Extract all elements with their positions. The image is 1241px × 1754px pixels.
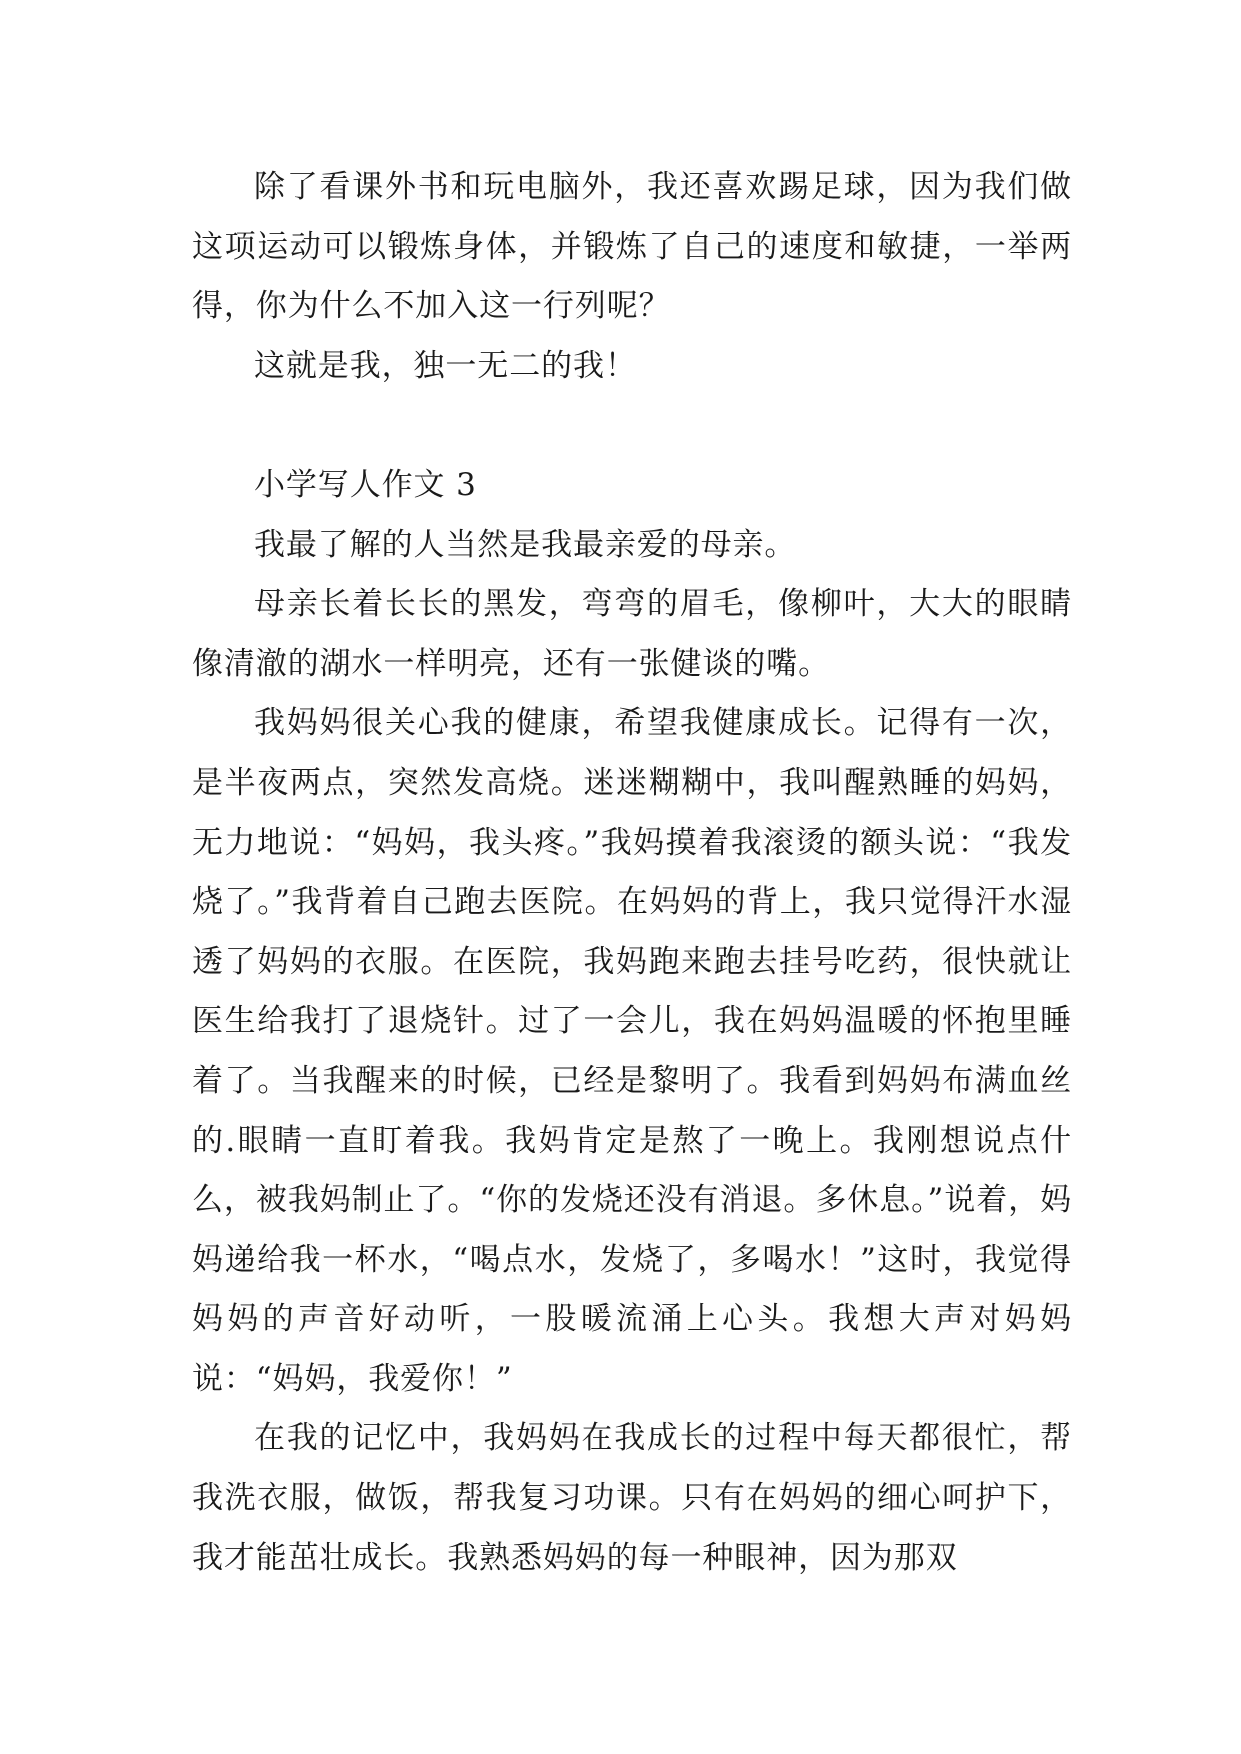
essay-heading: 小学写人作文 3: [254, 466, 477, 503]
paragraph-unique-me: 这就是我，独一无二的我！: [254, 347, 637, 384]
paragraph-fever-story: 我妈妈很关心我的健康，希望我健康成长。记得有一次，是半夜两点，突然发高烧。迷迷糊糊中，我叫醒熟睡的妈妈，无力地说：“妈妈，我头疼。”我妈摸着我滚烫的额头说：“我发烧了。”我背着自己跑去医院。在妈妈的背上，我只觉得汗水湿透了妈妈的衣服。在医院，我妈跑来跑去挂号吃药，很快就让医生给我打了退烧针。过了一会儿，我在妈妈温暖的怀抱里睡着了。当我醒来的时候，已经是黎明了。我看到妈妈布满血丝的.眼睛一直盯着我。我妈肯定是熬了一晚上。我刚想说点什么，被我妈制止了。“你的发烧还没有消退。多休息。”说着，妈妈递给我一杯水，“喝点水，发烧了，多喝水！”这时，我觉得妈妈的声音好动听，一股暖流涌上心头。我想大声对妈妈说：“妈妈，我爱你！”: [192, 705, 1072, 1397]
document-body: [192, 158, 1072, 1588]
paragraph-mother-appearance: 母亲长着长长的黑发，弯弯的眉毛，像柳叶，大大的眼睛像清澈的湖水一样明亮，还有一张健谈的嘴。: [192, 586, 1072, 682]
paragraph-memory: 在我的记忆中，我妈妈在我成长的过程中每天都很忙，帮我洗衣服，做饭，帮我复习功课。只有在妈妈的细心呵护下，我才能茁壮成长。我熟悉妈妈的每一种眼神，因为那双: [192, 1420, 1072, 1576]
paragraph-football: 除了看课外书和玩电脑外，我还喜欢踢足球，因为我们做这项运动可以锻炼身体，并锻炼了自己的速度和敏捷，一举两得，你为什么不加入这一行列呢？: [192, 169, 1072, 325]
paragraph-spacer: [192, 396, 1072, 456]
paragraph-mother-intro: 我最了解的人当然是我最亲爱的母亲。: [254, 526, 797, 563]
